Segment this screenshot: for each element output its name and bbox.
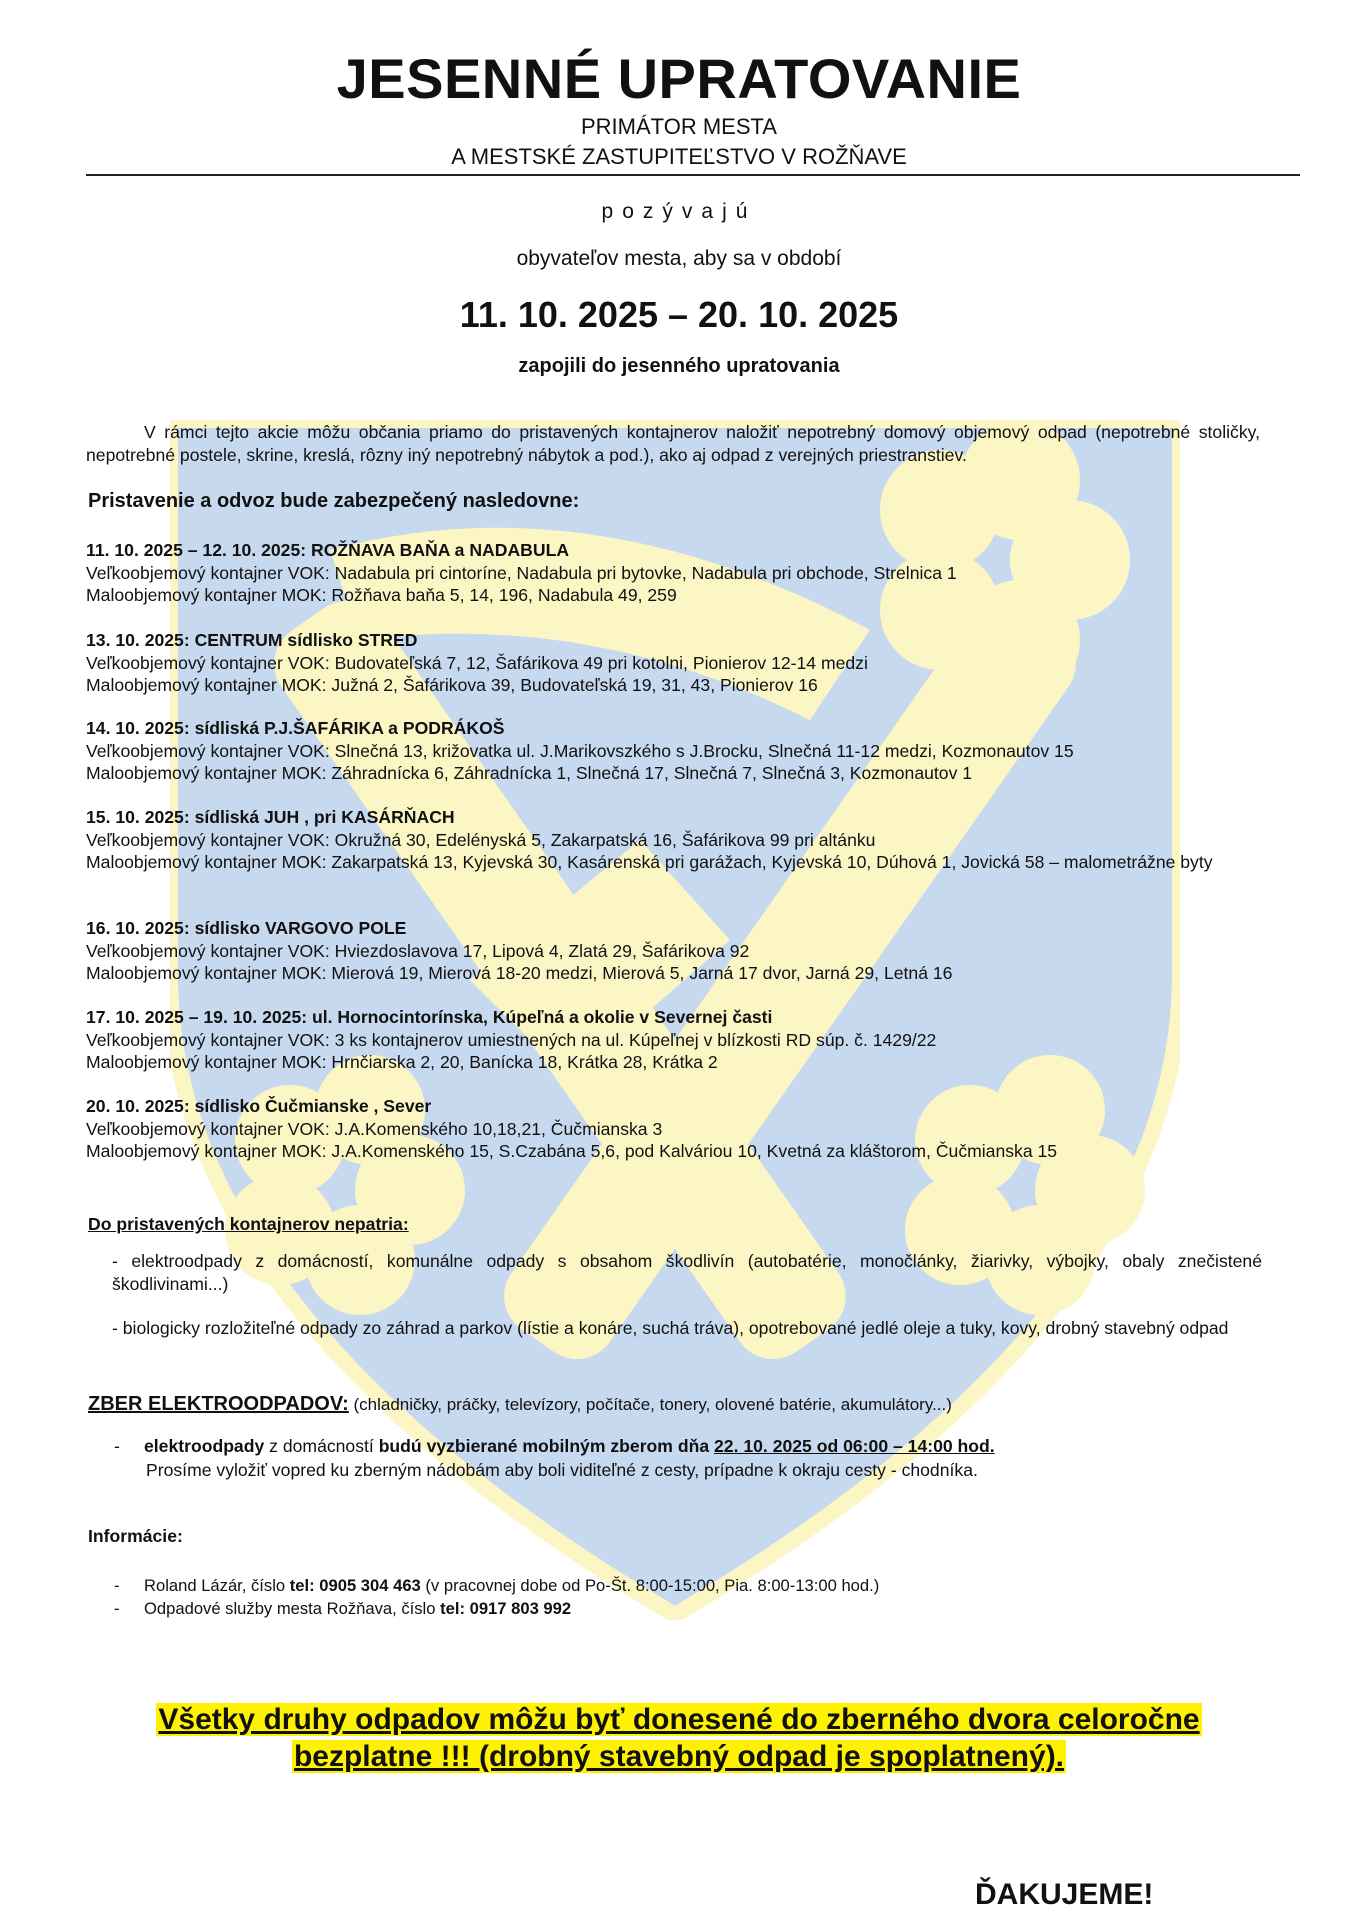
schedule-block (86, 1095, 1276, 1163)
contact-text (144, 1599, 571, 1619)
schedule-block (86, 1006, 1276, 1074)
schedule-vok: Veľkoobjemový kontajner VOK: Budovateľská 7, 12, Šafárikova 49 pri kotolni, Pionierov 12-14 medzi (86, 652, 868, 673)
ewaste-collection-text (144, 1436, 995, 1457)
not-belong-item: - elektroodpady z domácností, komunálne odpady s obsahom škodlivín (autobatérie, monočlánky, žiarivky, výbojky, obaly znečistené škodlivinami...) (112, 1251, 1262, 1294)
schedule-block (86, 539, 1276, 607)
schedule-mok: Maloobjemový kontajner MOK: Záhradnícka 6, Záhradnícka 1, Slnečná 17, Slnečná 7, Slnečná 3, Kozmonautov 1 (86, 763, 973, 783)
highlight-line-2: bezplatne !!! (drobný stavebný odpad je spoplatnený). (293, 1740, 1065, 1773)
not-belong-heading: Do pristavených kontajnerov nepatria: (88, 1214, 409, 1234)
ewaste-collection-line (114, 1436, 1114, 1460)
schedule-mok: Maloobjemový kontajner MOK: Mierová 19, Mierová 18-20 medzi, Mierová 5, Jarná 17 dvor, Jarná 29, Letná 16 (86, 963, 953, 983)
highlight-notice (0, 1701, 1358, 1775)
schedule-mok: Maloobjemový kontajner MOK: J.A.Komenského 15, S.Czabána 5,6, pod Kalváriou 10, Kvetná za kláštorom, Čučmianska 15 (86, 1141, 1058, 1161)
schedule-mok: Maloobjemový kontajner MOK: Južná 2, Šafárikova 39, Budovateľská 19, 31, 43, Pionierov 16 (86, 675, 818, 695)
invite-text: pozývajú (601, 200, 757, 223)
schedule-vok: Veľkoobjemový kontajner VOK: Okružná 30, Edelényská 5, Zakarpatská 16, Šafárikova 99 pri altánku (86, 829, 876, 850)
schedule-heading: 16. 10. 2025: sídlisko VARGOVO POLE (86, 918, 407, 938)
thank-you: ĎAKUJEME! (975, 1878, 1154, 1911)
schedule-heading: 20. 10. 2025: sídlisko Čučmianske , Sever (86, 1096, 432, 1116)
schedule-vok: Veľkoobjemový kontajner VOK: Nadabula pri cintoríne, Nadabula pri bytovke, Nadabula pri obchode, Strelnica 1 (86, 562, 957, 583)
ewaste-text-bold: elektroodpady (144, 1436, 265, 1456)
schedule-mok: Maloobjemový kontajner MOK: Hrnčiarska 2, 20, Banícka 18, Krátka 28, Krátka 2 (86, 1052, 718, 1072)
contact-hours: (v pracovnej dobe od Po-Št. 8:00-15:00, Pia. 8:00-13:00 hod.) (425, 1576, 880, 1595)
join-text: zapojili do jesenného upratovania (518, 355, 840, 377)
dash-bullet: - (114, 1436, 120, 1456)
schedule-vok: Veľkoobjemový kontajner VOK: Hviezdoslavova 17, Lipová 4, Zlatá 29, Šafárikova 92 (86, 940, 750, 961)
divider (86, 174, 1300, 176)
contact-phone: tel: 0905 304 463 (289, 1576, 421, 1595)
schedule-mok: Maloobjemový kontajner MOK: Zakarpatská 13, Kyjevská 30, Kasárenská pri garážach, Kyjevská 10, Dúhová 1, Jovická 58 – malometrážne byty (86, 852, 1213, 872)
contact-text (144, 1576, 879, 1596)
contact-name: Odpadové služby mesta Rožňava, číslo (144, 1599, 436, 1618)
ewaste-text: z domácností (269, 1436, 374, 1456)
contact-phone: tel: 0917 803 992 (440, 1599, 572, 1618)
schedule-heading: 11. 10. 2025 – 12. 10. 2025: ROŽŇAVA BAŇA a NADABULA (86, 540, 570, 560)
intro-paragraph: V rámci tejto akcie môžu občania priamo do pristavených kontajnerov naložiť nepotrebný domový objemový odpad (nepotrebné stoličky, nepotrebné postele, skrine, kreslá, rôzny iný nepotrebný nábytok a pod.), ako aj odpad z verejných priestranstiev. (86, 422, 1260, 465)
schedule-vok: Veľkoobjemový kontajner VOK: 3 ks kontajnerov umiestnených na ul. Kúpeľnej v blízkosti RD súp. č. 1429/22 (86, 1029, 937, 1050)
schedule-vok: Veľkoobjemový kontajner VOK: Slnečná 13, križovatka ul. J.Marikovszkého s J.Brocku, Slnečná 11-12 medzi, Kozmonautov 15 (86, 740, 1074, 761)
schedule-heading: 14. 10. 2025: sídliská P.J.ŠAFÁRIKA a PODRÁKOŠ (86, 718, 505, 738)
schedule-block (86, 917, 1276, 985)
ewaste-list: (chladničky, práčky, televízory, počítače, tonery, olovené batérie, akumulátory...) (353, 1395, 952, 1414)
schedule-heading: 15. 10. 2025: sídliská JUH , pri KASÁRŇACH (86, 807, 455, 827)
arrangement-heading: Pristavenie a odvoz bude zabezpečený nasledovne: (88, 490, 580, 512)
schedule-vok: Veľkoobjemový kontajner VOK: J.A.Komenského 10,18,21, Čučmianska 3 (86, 1118, 663, 1139)
info-heading: Informácie: (88, 1526, 183, 1546)
ewaste-instruction: Prosíme vyložiť vopred ku zberným nádobám aby boli viditeľné z cesty, prípadne k okraju cesty - chodníka. (146, 1460, 978, 1480)
page-title: JESENNÉ UPRATOVANIE (336, 47, 1022, 110)
subtitle-line-2: A MESTSKÉ ZASTUPITEĽSTVO V ROŽŇAVE (451, 144, 907, 169)
not-belong-item: - biologicky rozložiteľné odpady zo záhrad a parkov (lístie a konáre, suchá tráva), opotrebované jedlé oleje a tuky, kovy, drobný stavebný odpad (112, 1318, 1229, 1338)
ewaste-date: 22. 10. 2025 od 06:00 – 14:00 hod. (714, 1436, 995, 1456)
contact-name: Roland Lázár, číslo (144, 1576, 286, 1595)
ewaste-heading: ZBER ELEKTROODPADOV: (88, 1393, 349, 1415)
schedule-heading: 17. 10. 2025 – 19. 10. 2025: ul. Hornocintorínska, Kúpeľná a okolie v Severnej časti (86, 1007, 773, 1027)
subtitle-line-1: PRIMÁTOR MESTA (581, 114, 777, 139)
ewaste-text-bold: budú vyzbierané mobilným zberom dňa (378, 1436, 710, 1456)
schedule-mok: Maloobjemový kontajner MOK: Rožňava baňa 5, 14, 196, Nadabula 49, 259 (86, 585, 677, 605)
schedule-block (86, 629, 1276, 697)
highlight-line-1: Všetky druhy odpadov môžu byť donesené do zberného dvora celoročne (158, 1703, 1200, 1736)
schedule-block (86, 806, 1276, 874)
contact-line (114, 1576, 1114, 1598)
dash-bullet: - (114, 1576, 120, 1595)
schedule-block (86, 717, 1276, 785)
schedule-heading: 13. 10. 2025: CENTRUM sídlisko STRED (86, 630, 418, 650)
ewaste-line (88, 1393, 952, 1416)
dash-bullet: - (114, 1599, 120, 1618)
event-dates: 11. 10. 2025 – 20. 10. 2025 (459, 294, 899, 335)
contact-line (114, 1599, 1114, 1621)
period-text: obyvateľov mesta, aby sa v období (516, 247, 842, 270)
